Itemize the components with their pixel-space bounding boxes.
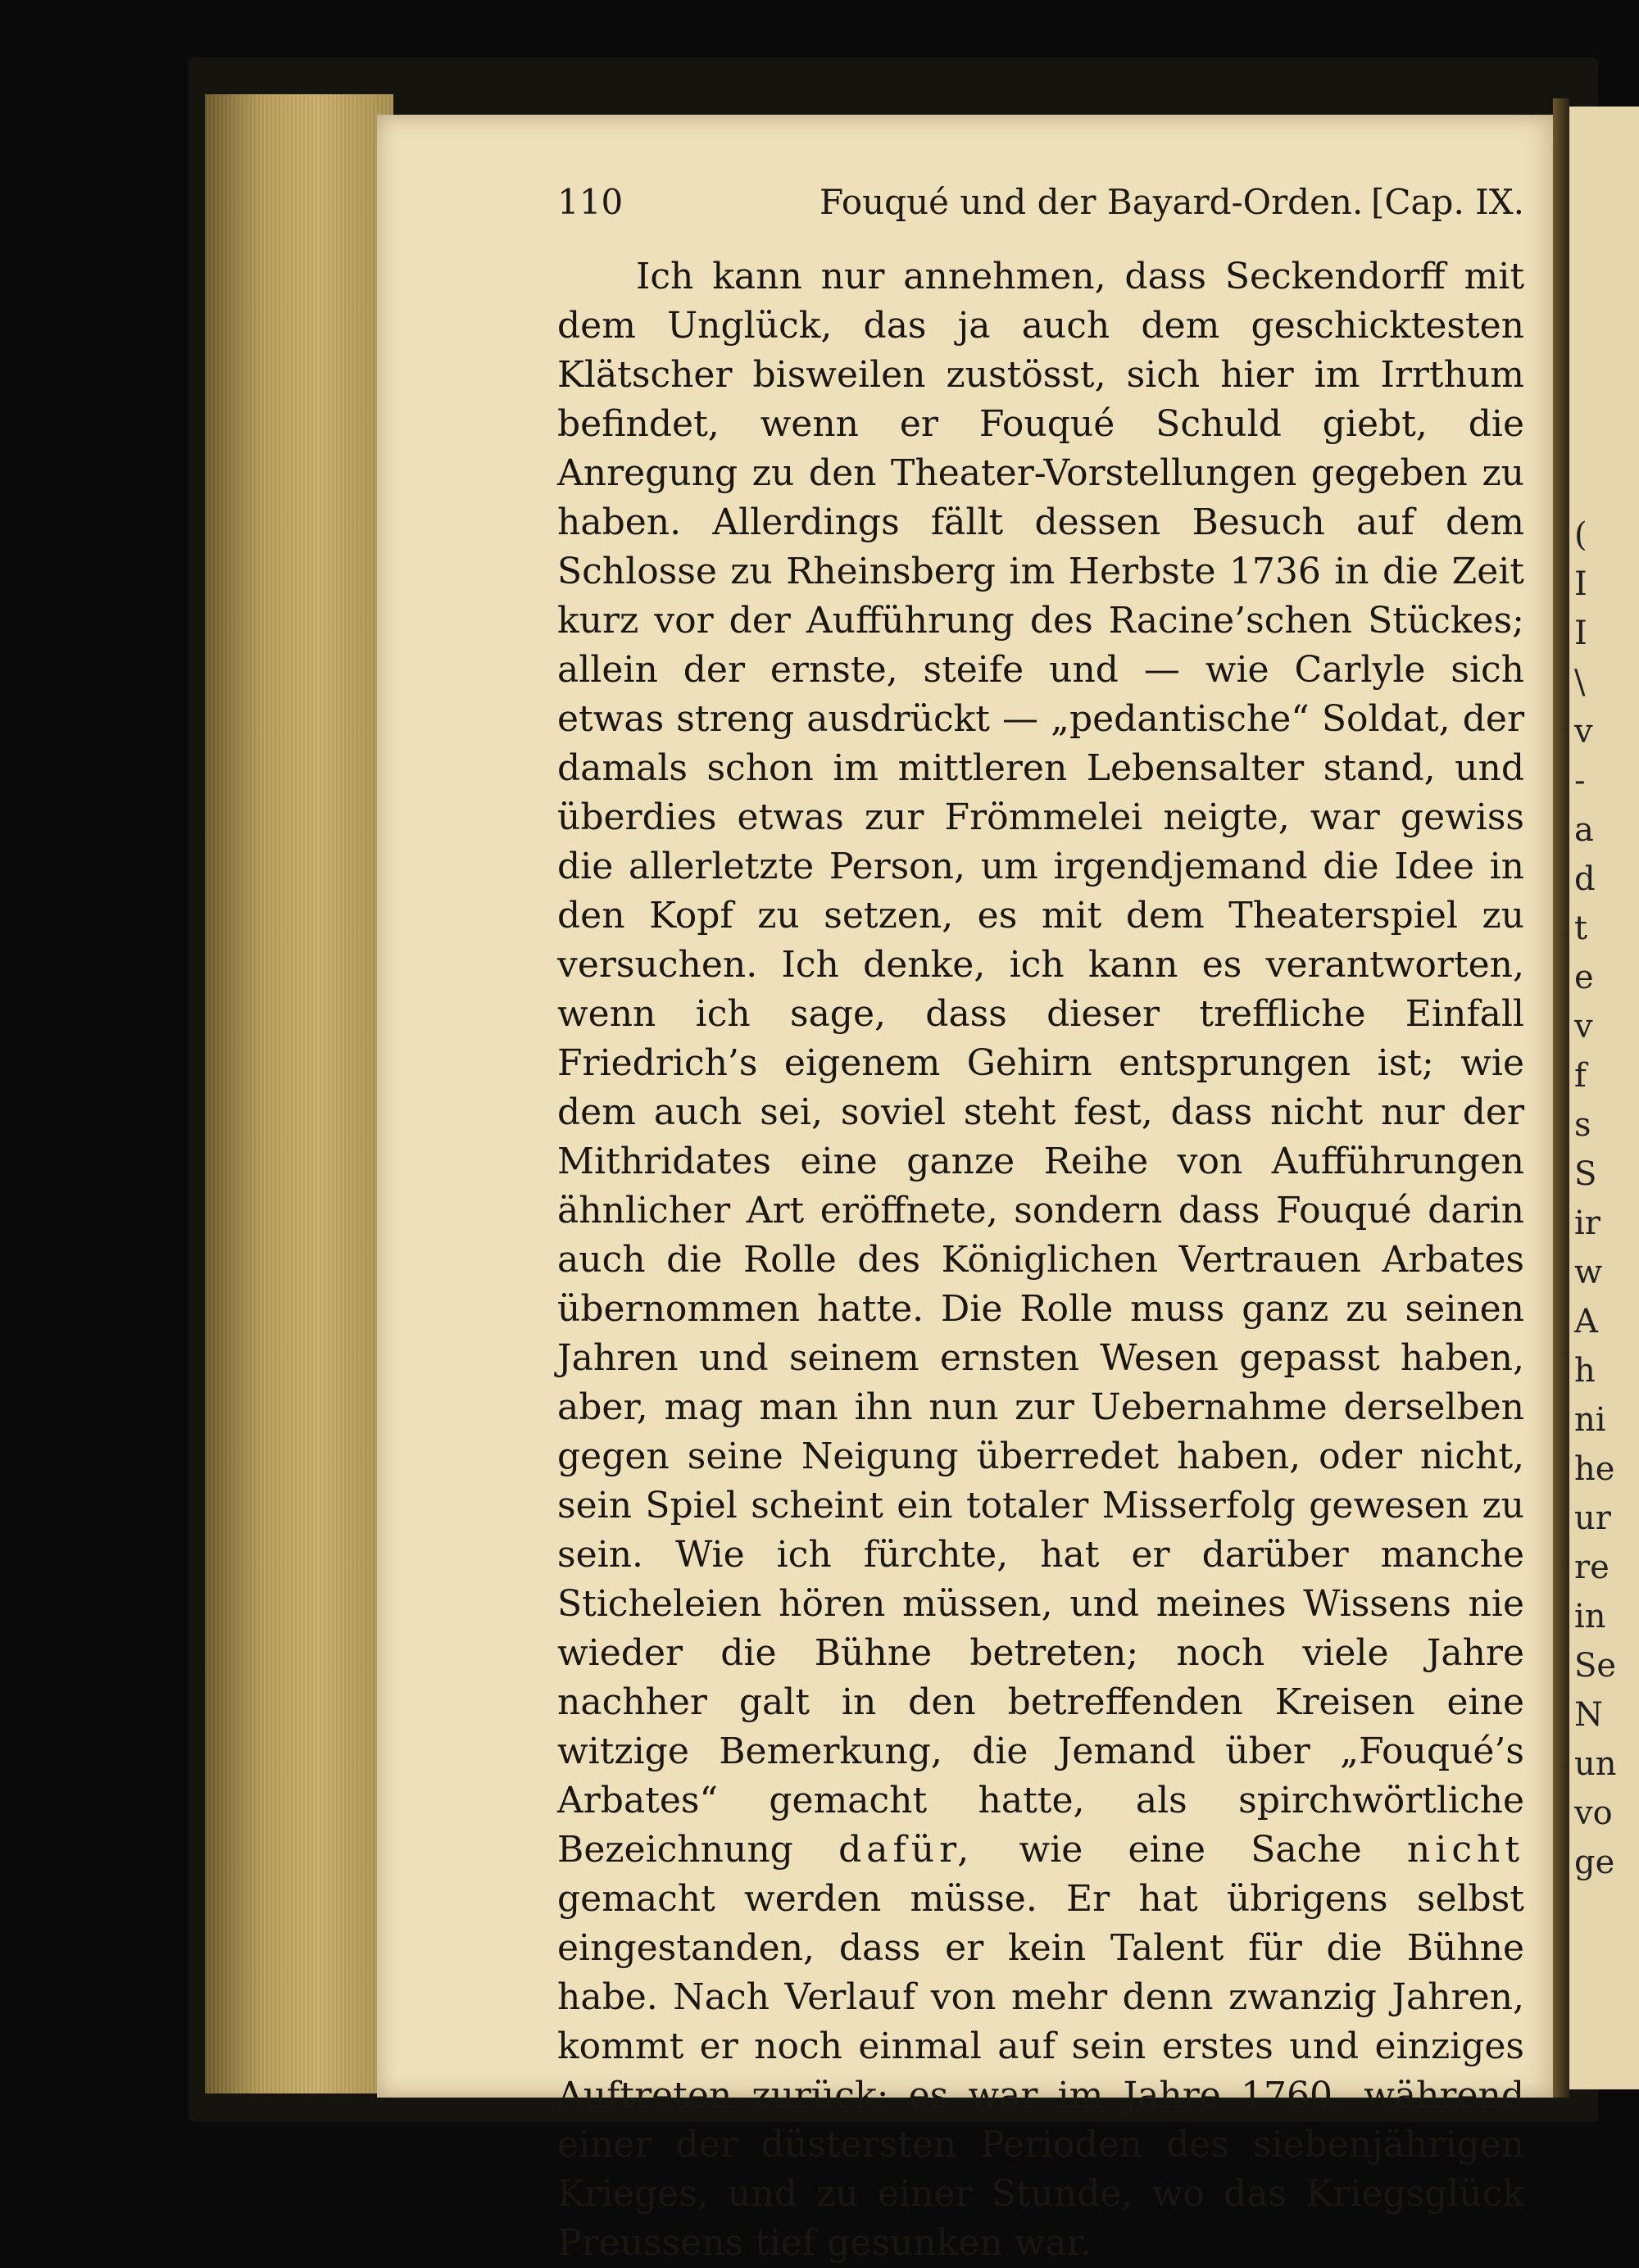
facing-page-fragment: vo: [1574, 1794, 1613, 1832]
facing-page-fragment: -: [1574, 762, 1586, 800]
facing-page-fragment: Se: [1574, 1647, 1617, 1685]
body-paragraph: [557, 252, 1524, 2268]
facing-page-fragment: f: [1574, 1057, 1587, 1095]
chapter-reference: [Cap. IX.: [1371, 182, 1524, 222]
body-text-segment: wie eine Sache: [974, 1829, 1407, 1871]
facing-page-fragment: v: [1574, 1008, 1593, 1046]
page-number: 110: [557, 182, 624, 222]
facing-page-fragment: t: [1574, 909, 1588, 947]
facing-page-fragment: in: [1574, 1598, 1606, 1635]
emphasized-word: dafür,: [838, 1829, 974, 1871]
page-edge-stack: [205, 94, 393, 2093]
body-text-segment: gemacht werden müsse. Er hat übrigens selbst eingestanden, dass er kein Talent für die Bühne habe. Nach Verlauf von mehr denn zwanzig Jahren, kommt er noch einmal auf sein erstes und einziges Auftreten zurück; es war im Jahre 1760, während einer der düstersten Perioden des siebenjährigen Krieges, und zu einer Stunde, wo das Kriegsglück Preussens tief gesunken war.: [557, 1878, 1524, 2264]
facing-page-fragment: ur: [1574, 1499, 1611, 1537]
facing-page-fragment: ge: [1574, 1844, 1615, 1881]
facing-page-fragment: re: [1574, 1549, 1609, 1586]
facing-page-fragment: he: [1574, 1450, 1615, 1488]
facing-page-fragment: ir: [1574, 1204, 1600, 1242]
running-title: Fouqué und der Bayard-Orden.: [820, 182, 1364, 222]
facing-page-fragment: d: [1574, 860, 1596, 898]
emphasized-word: nicht: [1406, 1829, 1524, 1871]
facing-page-fragment: e: [1574, 959, 1594, 996]
facing-page-fragment: a: [1574, 811, 1594, 849]
facing-page-fragment: S: [1574, 1155, 1597, 1193]
facing-page-fragment: ni: [1574, 1401, 1606, 1439]
facing-page-fragment: A: [1574, 1303, 1598, 1340]
facing-page-fragment: (: [1574, 516, 1587, 554]
facing-page-fragment: N: [1574, 1696, 1603, 1734]
facing-page-fragment: s: [1574, 1106, 1591, 1144]
facing-page-fragment: h: [1574, 1352, 1596, 1390]
facing-page-fragment: un: [1574, 1745, 1617, 1783]
facing-page-fragment: w: [1574, 1254, 1603, 1291]
facing-page-fragment: I: [1574, 565, 1587, 603]
book-gutter: [1553, 98, 1569, 2098]
facing-page-fragment: \: [1574, 664, 1586, 701]
body-text-segment: Ich kann nur annehmen, dass Seckendorff mit dem Unglück, das ja auch dem geschicktesten Klätscher bisweilen zustösst, sich hier im Irrthum befindet, wenn er Fouqué Schuld giebt, die Anregung zu den Theater-Vorstellungen gegeben zu haben. Allerdings fällt dessen Besuch auf dem Schlosse zu Rheinsberg im Herbste 1736 in die Zeit kurz vor der Aufführung des Racine’schen Stückes; allein der ernste, steife und — wie Carlyle sich etwas streng ausdrückt — „pedantische“ Soldat, der damals schon im mittleren Lebensalter stand, und überdies etwas zur Frömmelei neigte, war gewiss die allerletzte Person, um irgendjemand die Idee in den Kopf zu setzen, es mit dem Theaterspiel zu versuchen. Ich denke, ich kann es verantworten, wenn ich sage, dass dieser treffliche Einfall Friedrich’s eigenem Gehirn entsprungen ist; wie dem auch sei, soviel steht fest, dass nicht nur der Mithridates eine ganze Reihe von Aufführungen ähnlicher Art eröffnete, sondern dass Fouqué darin auch die Rolle des Königlichen Vertrauen Arbates übernommen hatte. Die Rolle muss ganz zu seinen Jahren und seinem ernsten Wesen gepasst haben, aber, mag man ihn nun zur Uebernahme derselben gegen seine Neigung überredet haben, oder nicht, sein Spiel scheint ein totaler Misserfolg gewesen zu sein. Wie ich fürchte, hat er darüber manche Sticheleien hören müssen, und meines Wissens nie wieder die Bühne betreten; noch viele Jahre nachher galt in den betreffenden Kreisen eine witzige Bemerkung, die Jemand über „Fouqué’s Arbates“ gemacht hatte, als spirchwörtliche Bezeichnung: [557, 256, 1524, 1871]
facing-page-fragment: v: [1574, 713, 1593, 751]
facing-page: [1569, 107, 1639, 2089]
facing-page-fragment: I: [1574, 615, 1587, 652]
running-header: [557, 182, 1524, 231]
